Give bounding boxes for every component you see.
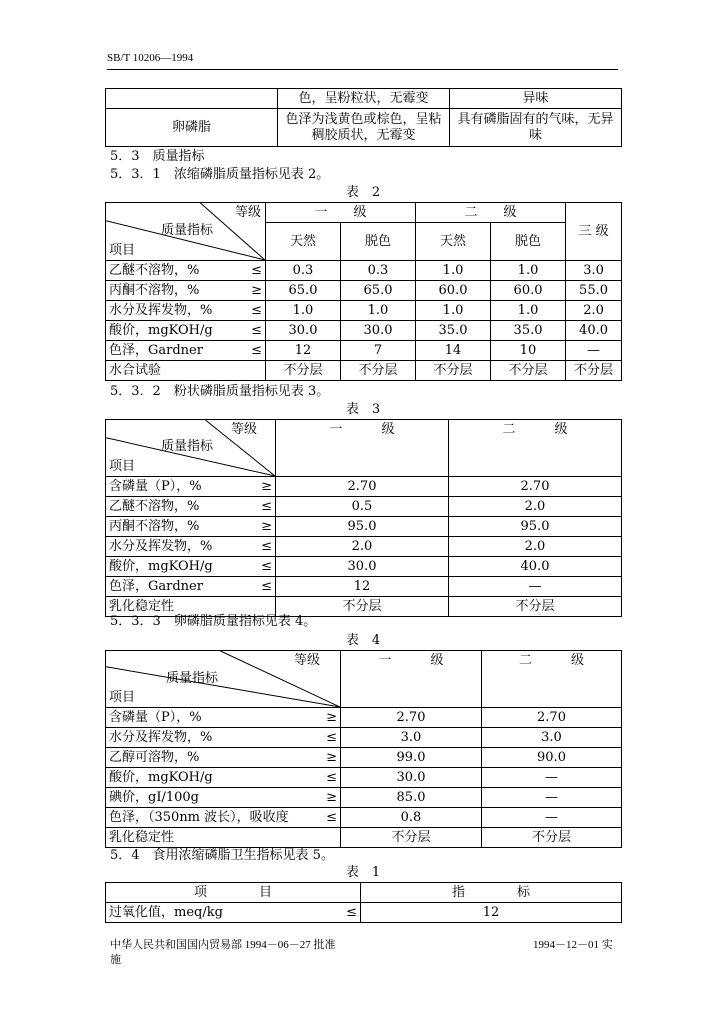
table5-row-label [106,903,361,923]
value-cell: 90.0 [482,748,622,768]
footer-approval: 中华人民共和国国内贸易部 1994－06－27 批准 [110,939,336,951]
value-cell: 12 [276,577,449,597]
table3-caption: 表 3 [345,402,381,417]
table5 [105,882,622,923]
value-cell: 0.8 [341,808,482,828]
value-cell: 12 [266,341,341,361]
row-operator: ≤ [251,302,262,318]
table3-corner [106,420,276,477]
table-row [106,301,622,321]
value-cell: 30.0 [276,557,449,577]
value-cell: 2.0 [449,497,622,517]
table4-corner [106,651,341,708]
value-cell: 1.0 [341,301,416,321]
row-label-text: 乙醇可溶物，% [109,749,200,765]
row-operator: ≤ [326,809,337,825]
row-label-text: 酸价，mgKOH/g [109,322,213,338]
value-cell: 60.0 [491,281,566,301]
value-cell: 不分层 [491,361,566,381]
row-operator: ≥ [326,789,337,805]
value-cell: 40.0 [566,321,622,341]
value-cell: 85.0 [341,788,482,808]
value-cell: 3.0 [566,261,622,281]
value-cell: 2.70 [482,708,622,728]
table-row [106,497,622,517]
value-cell: 不分层 [276,597,449,617]
table-row [106,477,622,497]
row-label-cell [106,557,276,577]
row-operator: ≥ [326,709,337,725]
value-cell: 不分层 [341,361,416,381]
row-label-cell [106,828,341,848]
corner-indicator-label: 质量指标 [161,223,214,238]
row-operator: ≥ [251,282,262,298]
table2-grade2-header: 二 级 [416,203,566,223]
row-label-cell [106,708,341,728]
table4-caption: 表 4 [345,633,381,648]
table-row [106,281,622,301]
table-row [106,768,622,788]
footer-approval-wrap: 施 [110,954,121,966]
value-cell: 99.0 [341,748,482,768]
corner-grade-label: 等级 [230,422,257,437]
row-operator: ≤ [261,558,272,574]
row-operator: ≤ [251,262,262,278]
row-label-text: 含磷量（P），% [109,709,202,725]
value-cell: 2.70 [276,477,449,497]
row-label-text: 丙酮不溶物，% [109,518,200,534]
document-header-code: SB/T 10206—1994 [107,52,194,64]
top-cell-odor: 异味 [450,89,622,109]
table-row [106,828,622,848]
table-row [106,517,622,537]
corner-grade-label: 等级 [293,653,320,668]
table3 [105,419,622,617]
table5-head-item: 项 目 [106,883,361,903]
value-cell: 30.0 [341,321,416,341]
table2-sub-decolorized: 脱色 [491,223,566,261]
table-row [106,341,622,361]
top-cell-appearance: 色泽为浅黄色或棕色，呈粘稠胶质状，无霉变 [278,109,450,147]
value-cell: 1.0 [416,261,491,281]
row-label-text: 丙酮不溶物，% [109,282,200,298]
row-label-cell [106,281,266,301]
top-cell-appearance: 色，呈粉粒状，无霉变 [278,89,450,109]
value-cell: 不分层 [266,361,341,381]
value-cell: — [449,577,622,597]
row-label-text: 水合试验 [109,362,162,378]
row-label-text: 含磷量（P），% [109,478,202,494]
table2 [105,202,622,381]
corner-indicator-label: 质量指标 [166,671,219,686]
table-row [106,261,622,281]
table-row [106,361,622,381]
value-cell: — [566,341,622,361]
value-cell: 60.0 [416,281,491,301]
row-label-cell [106,748,341,768]
value-cell: 35.0 [416,321,491,341]
value-cell: 2.70 [341,708,482,728]
row-label-text: 色泽，Gardner [109,342,203,358]
row-label-cell [106,517,276,537]
value-cell: 55.0 [566,281,622,301]
value-cell: 2.0 [276,537,449,557]
table3-grade1-header: 一 级 [276,420,449,477]
row-label-cell [106,577,276,597]
row-operator: ≤ [326,729,337,745]
value-cell: 2.0 [449,537,622,557]
row-label-text: 碘价，gI/100g [109,789,199,805]
row-label-cell [106,361,266,381]
table-row [106,748,622,768]
table-row [106,577,622,597]
table2-grade1-header: 一 级 [266,203,416,223]
value-cell: 0.3 [341,261,416,281]
table4-grade2-header: 二 级 [482,651,622,708]
row-operator: ≤ [251,342,262,358]
section-5-3-2-text: 5．3．2 粉状磷脂质量指标见表 3。 [110,384,330,399]
value-cell: 2.0 [566,301,622,321]
table-row [106,537,622,557]
section-5-3-3-text: 5．3．3 卵磷脂质量指标见表 4。 [110,614,317,629]
value-cell: 40.0 [449,557,622,577]
value-cell: 不分层 [566,361,622,381]
row-label-cell [106,728,341,748]
value-cell: 不分层 [341,828,482,848]
row-label-cell [106,261,266,281]
row-label-cell [106,301,266,321]
row-operator: ≤ [261,498,272,514]
top-cell-label [106,89,278,109]
value-cell: 1.0 [491,261,566,281]
corner-item-label: 项目 [109,690,136,705]
row-operator: ≤ [261,538,272,554]
table2-sub-natural: 天然 [416,223,491,261]
value-cell: 30.0 [341,768,482,788]
row-label-cell [106,537,276,557]
value-cell: 65.0 [266,281,341,301]
top-table [105,88,622,147]
corner-item-label: 项目 [109,243,136,258]
row-label-text: 水分及挥发物，% [109,538,213,554]
value-cell: 14 [416,341,491,361]
table-row [106,808,622,828]
row-label-text: 过氧化值，meq/kg [109,904,223,920]
table5-caption: 表 1 [345,865,381,880]
section-5-4-text: 5．4 食用浓缩磷脂卫生指标见表 5。 [110,848,334,863]
value-cell: 30.0 [266,321,341,341]
table5-row-value: 12 [361,903,622,923]
row-label-cell [106,341,266,361]
row-label-cell [106,477,276,497]
row-operator: ≤ [251,322,262,338]
value-cell: 不分层 [482,828,622,848]
table3-grade2-header: 二 级 [449,420,622,477]
value-cell: 0.3 [266,261,341,281]
value-cell: 3.0 [482,728,622,748]
top-cell-label: 卵磷脂 [106,109,278,147]
top-cell-odor: 具有磷脂固有的气味，无异味 [450,109,622,147]
row-label-text: 色泽，（350nm 波长），吸收度 [109,809,289,825]
row-label-cell [106,808,341,828]
section-5-3-1-text: 5．3．1 浓缩磷脂质量指标见表 2。 [110,167,330,182]
value-cell: — [482,808,622,828]
row-label-cell [106,788,341,808]
table-row [106,788,622,808]
value-cell: 95.0 [276,517,449,537]
section-5-3-heading: 5．3 质量指标 [110,149,205,164]
table4-grade1-header: 一 级 [341,651,482,708]
corner-grade-label: 等级 [234,205,261,220]
row-label-text: 色泽，Gardner [109,578,203,594]
table5-head-index: 指 标 [361,883,622,903]
corner-item-label: 项目 [109,459,136,474]
value-cell: — [482,768,622,788]
row-operator: ≤ [326,769,337,785]
table-row [106,557,622,577]
value-cell: 2.70 [449,477,622,497]
value-cell: 1.0 [416,301,491,321]
table-row [106,708,622,728]
table2-grade3-header: 三 级 [566,203,622,261]
row-operator: ≥ [326,749,337,765]
row-label-text: 乳化稳定性 [109,598,175,614]
footer-effective: 1994－12－01 实 [533,939,613,951]
value-cell: — [482,788,622,808]
value-cell: 7 [341,341,416,361]
value-cell: 95.0 [449,517,622,537]
value-cell: 3.0 [341,728,482,748]
row-label-text: 乳化稳定性 [109,829,175,845]
value-cell: 1.0 [266,301,341,321]
header-rule [107,69,618,70]
row-label-text: 乙醚不溶物，% [109,262,200,278]
value-cell: 不分层 [416,361,491,381]
row-operator: ≤ [346,904,357,920]
row-label-text: 水分及挥发物，% [109,302,213,318]
row-operator: ≥ [261,478,272,494]
table4 [105,650,622,848]
value-cell: 10 [491,341,566,361]
row-label-text: 乙醚不溶物，% [109,498,200,514]
table2-sub-natural: 天然 [266,223,341,261]
row-label-cell [106,497,276,517]
corner-indicator-label: 质量指标 [161,439,214,454]
row-operator: ≤ [261,578,272,594]
value-cell: 65.0 [341,281,416,301]
row-label-text: 水分及挥发物，% [109,729,213,745]
table2-caption: 表 2 [345,185,381,200]
table-row [106,728,622,748]
row-label-text: 酸价，mgKOH/g [109,558,213,574]
row-operator: ≥ [261,518,272,534]
value-cell: 35.0 [491,321,566,341]
value-cell: 不分层 [449,597,622,617]
table-row [106,321,622,341]
value-cell: 0.5 [276,497,449,517]
row-label-text: 酸价，mgKOH/g [109,769,213,785]
value-cell: 1.0 [491,301,566,321]
table2-corner [106,203,266,261]
table2-sub-decolorized: 脱色 [341,223,416,261]
row-label-cell [106,321,266,341]
row-label-cell [106,768,341,788]
